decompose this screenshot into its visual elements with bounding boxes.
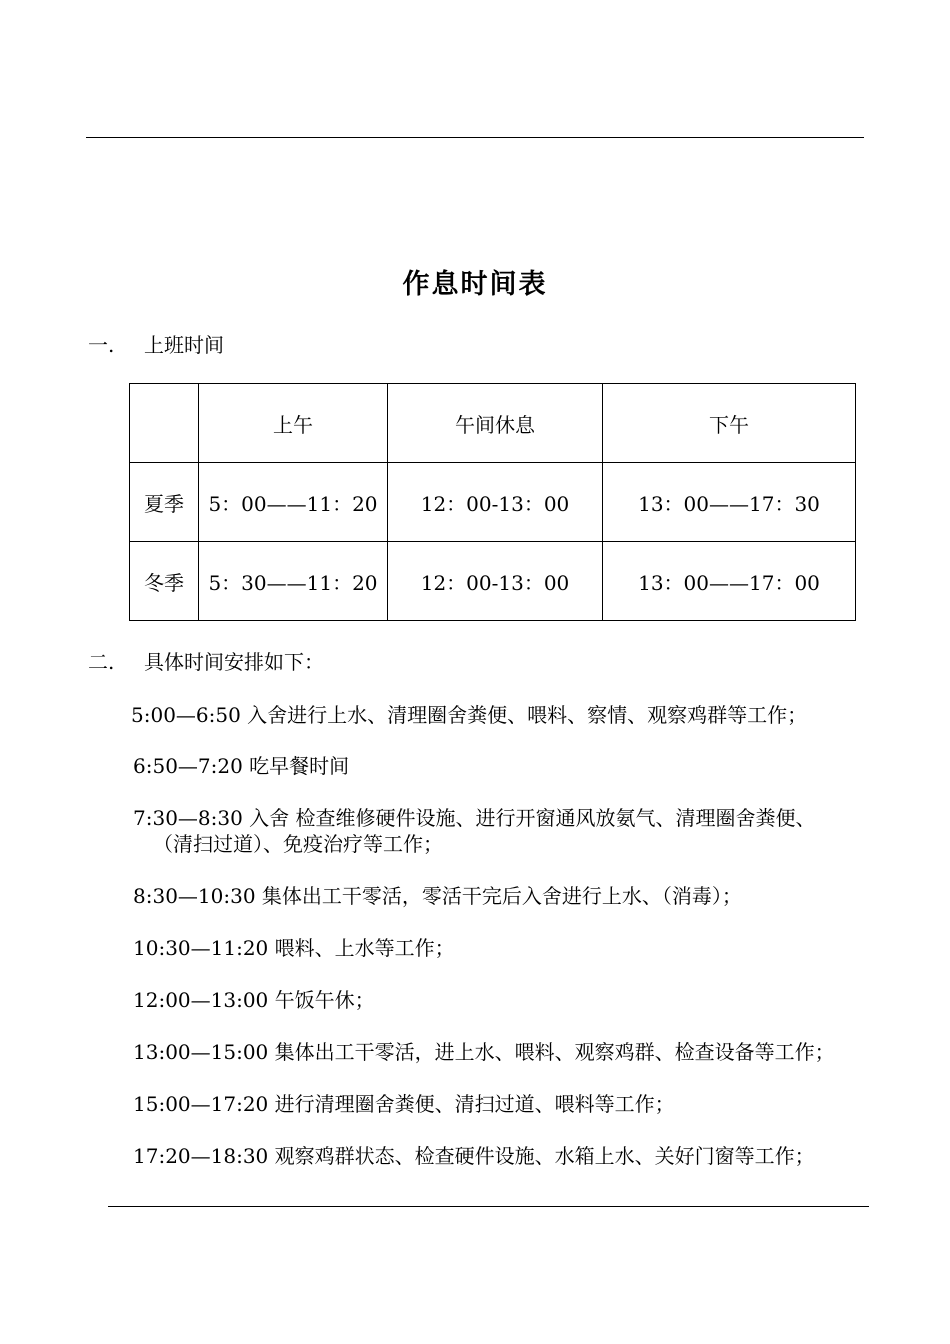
schedule-item	[131, 702, 807, 728]
schedule-item-text: 15:00—17:20 进行清理圈舍粪便、清扫过道、喂料等工作；	[133, 1092, 675, 1116]
table-row	[130, 463, 856, 542]
schedule-item-continuation: （清扫过道）、免疫治疗等工作；	[153, 832, 443, 856]
section-number: 一.	[88, 333, 115, 357]
section-title: 上班时间	[144, 333, 224, 357]
section-heading-details	[88, 650, 324, 674]
schedule-item	[133, 987, 375, 1013]
table-header-cell: 上午	[199, 384, 388, 463]
schedule-item	[133, 1091, 675, 1117]
table-header-row	[130, 384, 856, 463]
schedule-item-text: 17:20—18:30 观察鸡群状态、检查硬件设施、水箱上水、关好门窗等工作；	[133, 1144, 815, 1168]
section-heading-work-hours	[88, 333, 224, 357]
schedule-item	[133, 1143, 815, 1169]
schedule-item-text: 7:30—8:30 入舍 检查维修硬件设施、进行开窗通风放氨气、清理圈舍粪便、	[133, 806, 816, 830]
schedule-item-text: 6:50—7:20 吃早餐时间	[133, 754, 350, 778]
season-cell: 冬季	[130, 542, 199, 621]
noon-break-cell: 12：00-13：00	[388, 463, 603, 542]
section-number: 二.	[88, 650, 115, 674]
afternoon-cell: 13：00——17：00	[603, 542, 856, 621]
schedule-item	[133, 1039, 835, 1065]
table-header-cell: 下午	[603, 384, 856, 463]
season-cell: 夏季	[130, 463, 199, 542]
schedule-item-text: 5:00—6:50 入舍进行上水、清理圈舍粪便、喂料、察情、观察鸡群等工作；	[131, 703, 808, 727]
work-hours-table	[129, 383, 856, 621]
schedule-item	[133, 935, 455, 961]
schedule-item	[133, 805, 816, 857]
noon-break-cell: 12：00-13：00	[388, 542, 603, 621]
bottom-divider	[108, 1206, 869, 1207]
schedule-item-text: 8:30—10:30 集体出工干零活，零活干完后入舍进行上水、（消毒）；	[133, 884, 742, 908]
afternoon-cell: 13：00——17：30	[603, 463, 856, 542]
table-row	[130, 542, 856, 621]
table-header-cell	[130, 384, 199, 463]
top-divider	[86, 137, 864, 138]
schedule-item	[133, 753, 349, 779]
schedule-item	[133, 883, 742, 909]
page-title: 作息时间表	[402, 269, 548, 300]
morning-cell: 5：00——11：20	[199, 463, 388, 542]
schedule-item-text: 12:00—13:00 午饭午休；	[133, 988, 375, 1012]
section-title: 具体时间安排如下：	[144, 650, 324, 674]
table-header-cell: 午间休息	[388, 384, 603, 463]
morning-cell: 5：30——11：20	[199, 542, 388, 621]
schedule-item-text: 13:00—15:00 集体出工干零活，进上水、喂料、观察鸡群、检查设备等工作；	[133, 1040, 835, 1064]
schedule-item-text: 10:30—11:20 喂料、上水等工作；	[133, 936, 455, 960]
